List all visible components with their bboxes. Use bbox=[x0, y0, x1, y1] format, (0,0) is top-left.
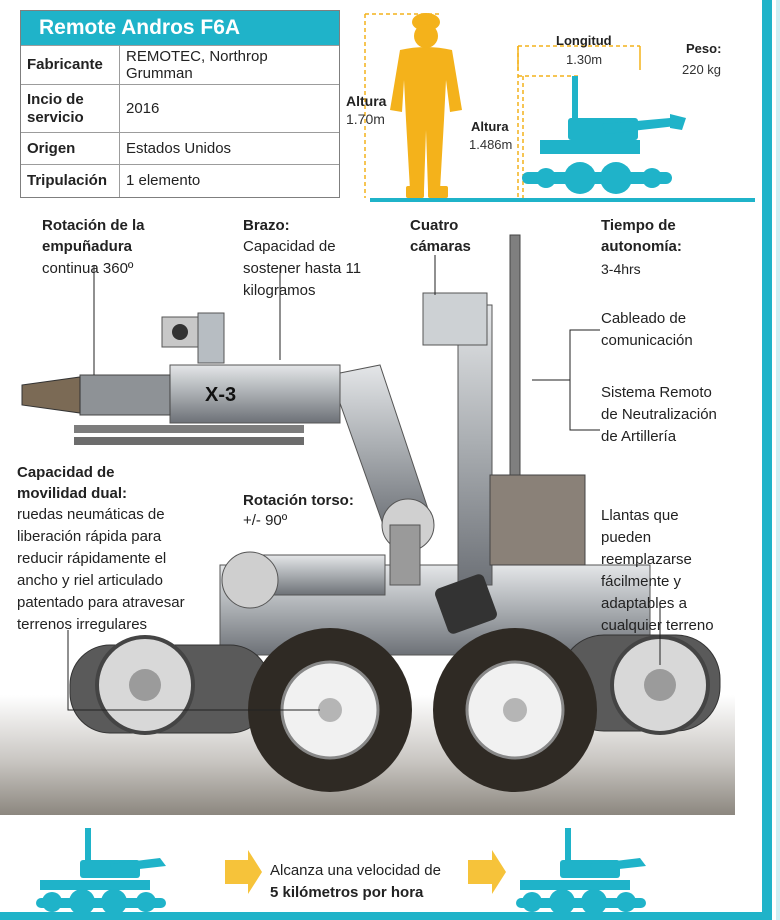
robot-silhouette-small bbox=[522, 76, 686, 194]
torso-text: +/- 90º bbox=[243, 512, 288, 529]
gripper bbox=[22, 377, 80, 413]
bottom-bar bbox=[0, 912, 762, 920]
autonomy-title: Tiempo de autonomía: bbox=[601, 217, 682, 255]
arm-title: Brazo: bbox=[243, 217, 290, 234]
spec-row bbox=[21, 133, 339, 165]
tires-text: Llantas que pueden reemplazarse fácilmente y adaptables a cualquier terreno bbox=[601, 507, 714, 634]
spec-value: 2016 bbox=[120, 85, 340, 133]
robot-height-value: 1.486m bbox=[469, 137, 513, 152]
spec-label: Incio de servicio bbox=[21, 85, 120, 133]
robot-height-label: Altura bbox=[471, 119, 509, 134]
robot-length-label: Longitud bbox=[556, 33, 612, 48]
front-hub bbox=[318, 698, 342, 722]
spec-label: Tripulación bbox=[21, 165, 120, 197]
spec-value: REMOTEC, Northrop Grumman bbox=[120, 46, 340, 85]
accent-strip bbox=[762, 0, 772, 920]
grip-rotation-title: Rotación de la empuñadura bbox=[42, 217, 145, 255]
person-silhouette bbox=[390, 13, 462, 198]
spec-value: 1 elemento bbox=[120, 165, 340, 197]
camera-head bbox=[423, 293, 487, 345]
left-track-hub bbox=[129, 669, 161, 701]
wrist bbox=[80, 375, 170, 415]
spec-row bbox=[21, 165, 339, 197]
rear-hub bbox=[503, 698, 527, 722]
arrow-left bbox=[225, 850, 262, 894]
spec-label: Fabricante bbox=[21, 46, 120, 85]
speed-line-2: 5 kilómetros por hora bbox=[270, 884, 424, 901]
autonomy-text: 3-4hrs bbox=[601, 261, 641, 277]
weight-label: Peso: bbox=[686, 41, 722, 56]
right-track-hub bbox=[644, 669, 676, 701]
accent-strip-light bbox=[776, 0, 780, 920]
arm-text: Capacidad de sostener hasta 11 kilogramos bbox=[243, 238, 362, 299]
gripper-camera-lens bbox=[172, 324, 188, 340]
robot-silhouette-right bbox=[516, 828, 646, 912]
arm-rail bbox=[74, 425, 304, 433]
spec-title: Remote Andros F6A bbox=[21, 11, 339, 45]
arm-upper bbox=[170, 365, 340, 423]
camera-mount bbox=[198, 313, 224, 363]
speed-line-1: Alcanza una velocidad de bbox=[270, 862, 441, 879]
spec-label: Origen bbox=[21, 133, 120, 165]
torso-title: Rotación torso: bbox=[243, 492, 354, 509]
mobility-title: Capacidad de movilidad dual: bbox=[17, 464, 128, 502]
spec-row bbox=[21, 46, 339, 85]
spec-table bbox=[20, 10, 340, 198]
weight-value: 220 kg bbox=[682, 62, 722, 77]
robot-silhouette-left bbox=[36, 828, 166, 912]
disruptor-box bbox=[490, 475, 585, 565]
cabling-text: Cableado de comunicación bbox=[601, 310, 693, 349]
arm-rail-2 bbox=[74, 437, 304, 445]
cameras-title: Cuatro cámaras bbox=[410, 217, 471, 255]
arm-base bbox=[390, 525, 420, 585]
robot-length-value: 1.30m bbox=[566, 52, 603, 67]
mobility-text: ruedas neumáticas de liberación rápida para reducir rápidamente el ancho y riel articulado patentado para atravesar terrenos irregulares bbox=[17, 506, 185, 633]
spec-value: Estados Unidos bbox=[120, 133, 340, 165]
arrow-right bbox=[468, 850, 506, 894]
robot-marking: X-3 bbox=[205, 384, 237, 406]
grip-rotation-text: continua 360º bbox=[42, 260, 134, 277]
person-height-value: 1.70m bbox=[346, 111, 385, 127]
camera-mast bbox=[458, 305, 492, 585]
neutralization-text: Sistema Remoto de Neutralización de Artillería bbox=[601, 384, 717, 445]
size-comparison bbox=[340, 0, 760, 205]
spec-row bbox=[21, 85, 339, 133]
spec-rows bbox=[21, 45, 339, 197]
person-height-label: Altura bbox=[346, 93, 387, 109]
torso-joint bbox=[222, 552, 278, 608]
